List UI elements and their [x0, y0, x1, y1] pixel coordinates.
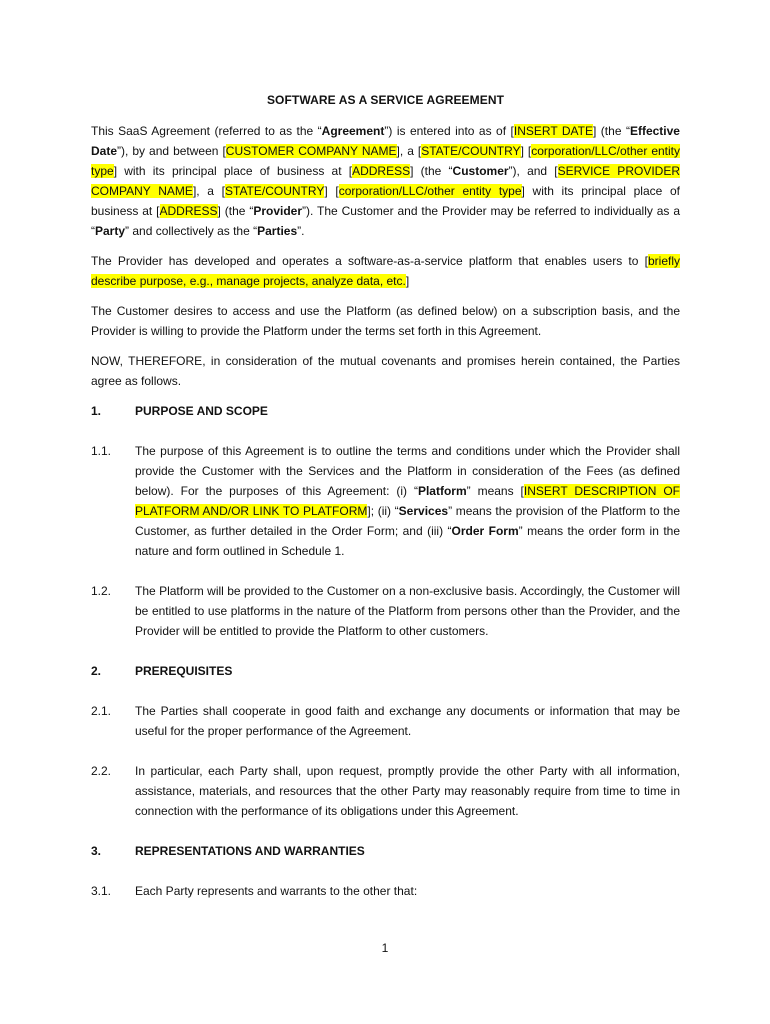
intro-paragraph [91, 121, 680, 241]
clause [91, 441, 680, 561]
text: ] with its principal place of business at [ [91, 184, 681, 218]
text: ] [ [520, 144, 532, 158]
text: ”). The Customer and the Provider may be referred to individually as a “ [91, 204, 680, 238]
text: ] (the “ [593, 124, 630, 138]
recital-paragraph: NOW, THEREFORE, in consideration of the mutual covenants and promises herein contained, the Parties agree as follows. [91, 354, 680, 388]
text: The Provider has developed and operates a software-as-a-service platform that enables users to [ [91, 254, 648, 268]
text: ”) is entered into as of [ [384, 124, 514, 138]
clause [91, 881, 680, 901]
defined-term-order-form: Order Form [451, 524, 519, 538]
defined-term-agreement: Agreement [321, 124, 385, 138]
section-heading [91, 841, 680, 861]
recital-paragraph: The Customer desires to access and use the Platform (as defined below) on a subscription basis, and the Provider is willing to provide the Platform under the terms set forth in this Agreement. [91, 304, 680, 338]
text: ], a [ [396, 144, 422, 158]
text: This SaaS Agreement (referred to as the “ [91, 124, 322, 138]
text: ”), by and between [ [117, 144, 226, 158]
section-number: 2. [91, 664, 102, 678]
text: ], a [ [192, 184, 225, 198]
placeholder-state-country: STATE/COUNTRY [225, 184, 325, 198]
text: ” means the provision of the Platform to the Customer, as further detailed in the Order Form; and (iii) “ [135, 504, 680, 538]
text: ” means [ [466, 484, 524, 498]
placeholder-address: ADDRESS [159, 204, 218, 218]
clause-number: 1.2. [91, 584, 112, 598]
text: ] [ [324, 184, 339, 198]
defined-term-customer: Customer [452, 164, 509, 178]
clause-number: 1.1. [91, 444, 112, 458]
clause-number: 3.1. [91, 884, 112, 898]
text: ] with its principal place of business at [ [113, 164, 353, 178]
defined-term-platform: Platform [417, 484, 467, 498]
section-number: 3. [91, 844, 102, 858]
placeholder-platform-purpose: briefly describe purpose, e.g., manage projects, analyze data, etc. [91, 254, 680, 288]
text: ]; (ii) “ [367, 504, 399, 518]
document-body [91, 93, 680, 921]
defined-term-party: Party [95, 224, 126, 238]
text: ] [405, 274, 410, 288]
placeholder-entity-type: corporation/LLC/other entity type [338, 184, 522, 198]
document-title: SOFTWARE AS A SERVICE AGREEMENT [266, 93, 505, 107]
text: ] (the “ [410, 164, 453, 178]
placeholder-insert-date: INSERT DATE [513, 124, 594, 138]
section-heading [91, 401, 680, 421]
clause-text: In particular, each Party shall, upon request, promptly provide the other Party with all information, assistance, materials, and resources that the other Party may reasonably require from time to time in connection with the performance of its obligations under this Agreement. [135, 764, 680, 818]
clause-text: The Platform will be provided to the Customer on a non-exclusive basis. Accordingly, the Customer will be entitled to use platforms in the nature of the Platform from persons other than the Provider, and the Provider will be entitled to provide the Platform to other customers. [135, 584, 680, 638]
defined-term-provider: Provider [253, 204, 302, 218]
defined-term-parties: Parties [257, 224, 298, 238]
section-number: 1. [91, 404, 102, 418]
clause-number: 2.2. [91, 764, 112, 778]
clause [91, 581, 680, 641]
text: ” and collectively as the “ [125, 224, 258, 238]
placeholder-platform-description: INSERT DESCRIPTION OF PLATFORM AND/OR LINK TO PLATFORM [135, 484, 680, 518]
text: ” means the order form in the nature and form outlined in Schedule 1. [135, 524, 681, 558]
section-heading [91, 661, 680, 681]
clause-text: The Parties shall cooperate in good faith and exchange any documents or information that may be useful for the proper performance of the Agreement. [135, 704, 680, 738]
section-title: REPRESENTATIONS AND WARRANTIES [135, 844, 365, 858]
defined-term-effective-date: Effective Date [91, 124, 680, 158]
placeholder-address: ADDRESS [352, 164, 411, 178]
clause [91, 761, 680, 821]
defined-term-services: Services [398, 504, 449, 518]
page-number: 1 [381, 941, 389, 955]
recital-paragraph [91, 251, 680, 291]
section-title: PREREQUISITES [135, 664, 233, 678]
section-title: PURPOSE AND SCOPE [135, 404, 268, 418]
placeholder-entity-type: corporation/LLC/other entity type [91, 144, 681, 178]
text: ] (the “ [217, 204, 254, 218]
clause-text [135, 441, 680, 561]
clause [91, 701, 680, 741]
placeholder-state-country: STATE/COUNTRY [421, 144, 521, 158]
clause-text: Each Party represents and warrants to the other that: [135, 884, 418, 898]
text: The purpose of this Agreement is to outline the terms and conditions under which the Provider shall provide the Customer with the Services and the Platform in consideration of the Fees (as defined below). For the purposes of this Agreement: (i) “ [135, 444, 680, 498]
placeholder-customer-name: CUSTOMER COMPANY NAME [225, 144, 397, 158]
placeholder-provider-name: SERVICE PROVIDER COMPANY NAME [91, 164, 680, 198]
clause-number: 2.1. [91, 704, 112, 718]
text: ”. [297, 224, 305, 238]
text: ”), and [ [508, 164, 558, 178]
